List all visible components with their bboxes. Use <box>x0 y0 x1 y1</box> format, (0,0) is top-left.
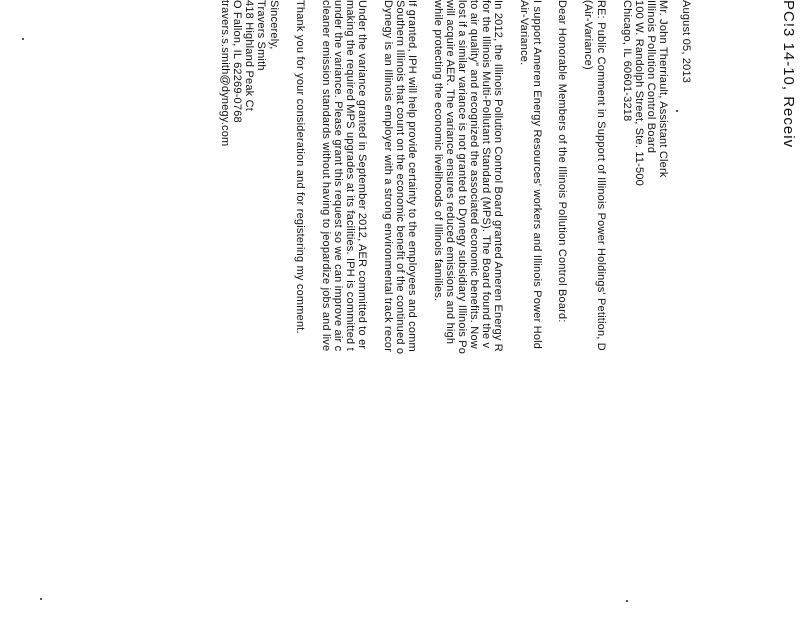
recipient-line: Mr. John Therriault, Assistant Clerk <box>657 0 669 178</box>
letter-date: August 05, 2013 <box>680 0 692 84</box>
support-line: I support Ameren Energy Resources' workers and Illinois Power Hold <box>531 0 543 350</box>
paragraph-line: In 2012, the Illinois Pollution Control Board granted Ameren Energy R <box>492 0 504 352</box>
salutation: Dear Honorable Members of the Illinois Pollution Control Board: <box>556 0 568 323</box>
paragraph-line: to air quality" and recognized the associated economic benefits. Now <box>468 0 480 349</box>
subject-line: (Air-Variance) <box>582 0 594 70</box>
paragraph-line: If granted, IPH will help provide certainty to the employees and comm <box>406 0 418 352</box>
paragraph-line: lost if a similar variance is not granted to Dynegy subsidiary Illinois Po <box>456 0 468 355</box>
signature-email: travers.s.smith@dynegy.com <box>219 0 231 147</box>
received-stamp: PC!3 14-10, Receiv <box>780 0 797 149</box>
paragraph-line: cleaner emission standards without having to jeopardize jobs and live <box>320 0 332 352</box>
recipient-line: 100 W. Randolph Street, Ste. 11-500 <box>633 0 645 186</box>
paragraph-line: Dynegy is an Illinois employer with a strong environmental track recor <box>382 0 394 353</box>
paragraph-line: making the required MPS upgrades at its facilities. IPH is committed t <box>344 0 356 351</box>
paragraph-line: will acquire AER. The variance ensures reduced emissions and high <box>444 0 456 345</box>
closing: Sincerely, <box>268 0 280 50</box>
recipient-line: Illinois Pollution Control Board <box>645 0 657 154</box>
paragraph-line: Southern Illinois that count on the economic benefit of the continued o <box>394 0 406 355</box>
subject-line: RE: Public Comment in Support of Illinois Power Holdings' Petition, D <box>595 0 607 351</box>
paragraph-line: Under the variance granted in September 2012, AER committed to er <box>356 0 368 350</box>
support-line: Air-Variance. <box>518 0 530 66</box>
signature-line: Travers Smith <box>255 0 267 71</box>
signature-line: 418 Highland Peak Ct <box>243 0 255 112</box>
paragraph-line: for the Illinois Multi-Pollutant Standard (MPS). The Board found the v <box>480 0 492 349</box>
paragraph-line: under the variance. Please grant this request so we can improve air c <box>332 0 344 352</box>
paragraph-line: while protecting the economic livelihoods of Illinois families. <box>432 0 444 302</box>
thanks-line: Thank you for your consideration and for registering my comment. <box>294 0 306 334</box>
signature-line: O Fallon, IL 62269-0768 <box>231 0 243 123</box>
recipient-line: Chicago, IL 60601-3218 <box>621 0 633 122</box>
